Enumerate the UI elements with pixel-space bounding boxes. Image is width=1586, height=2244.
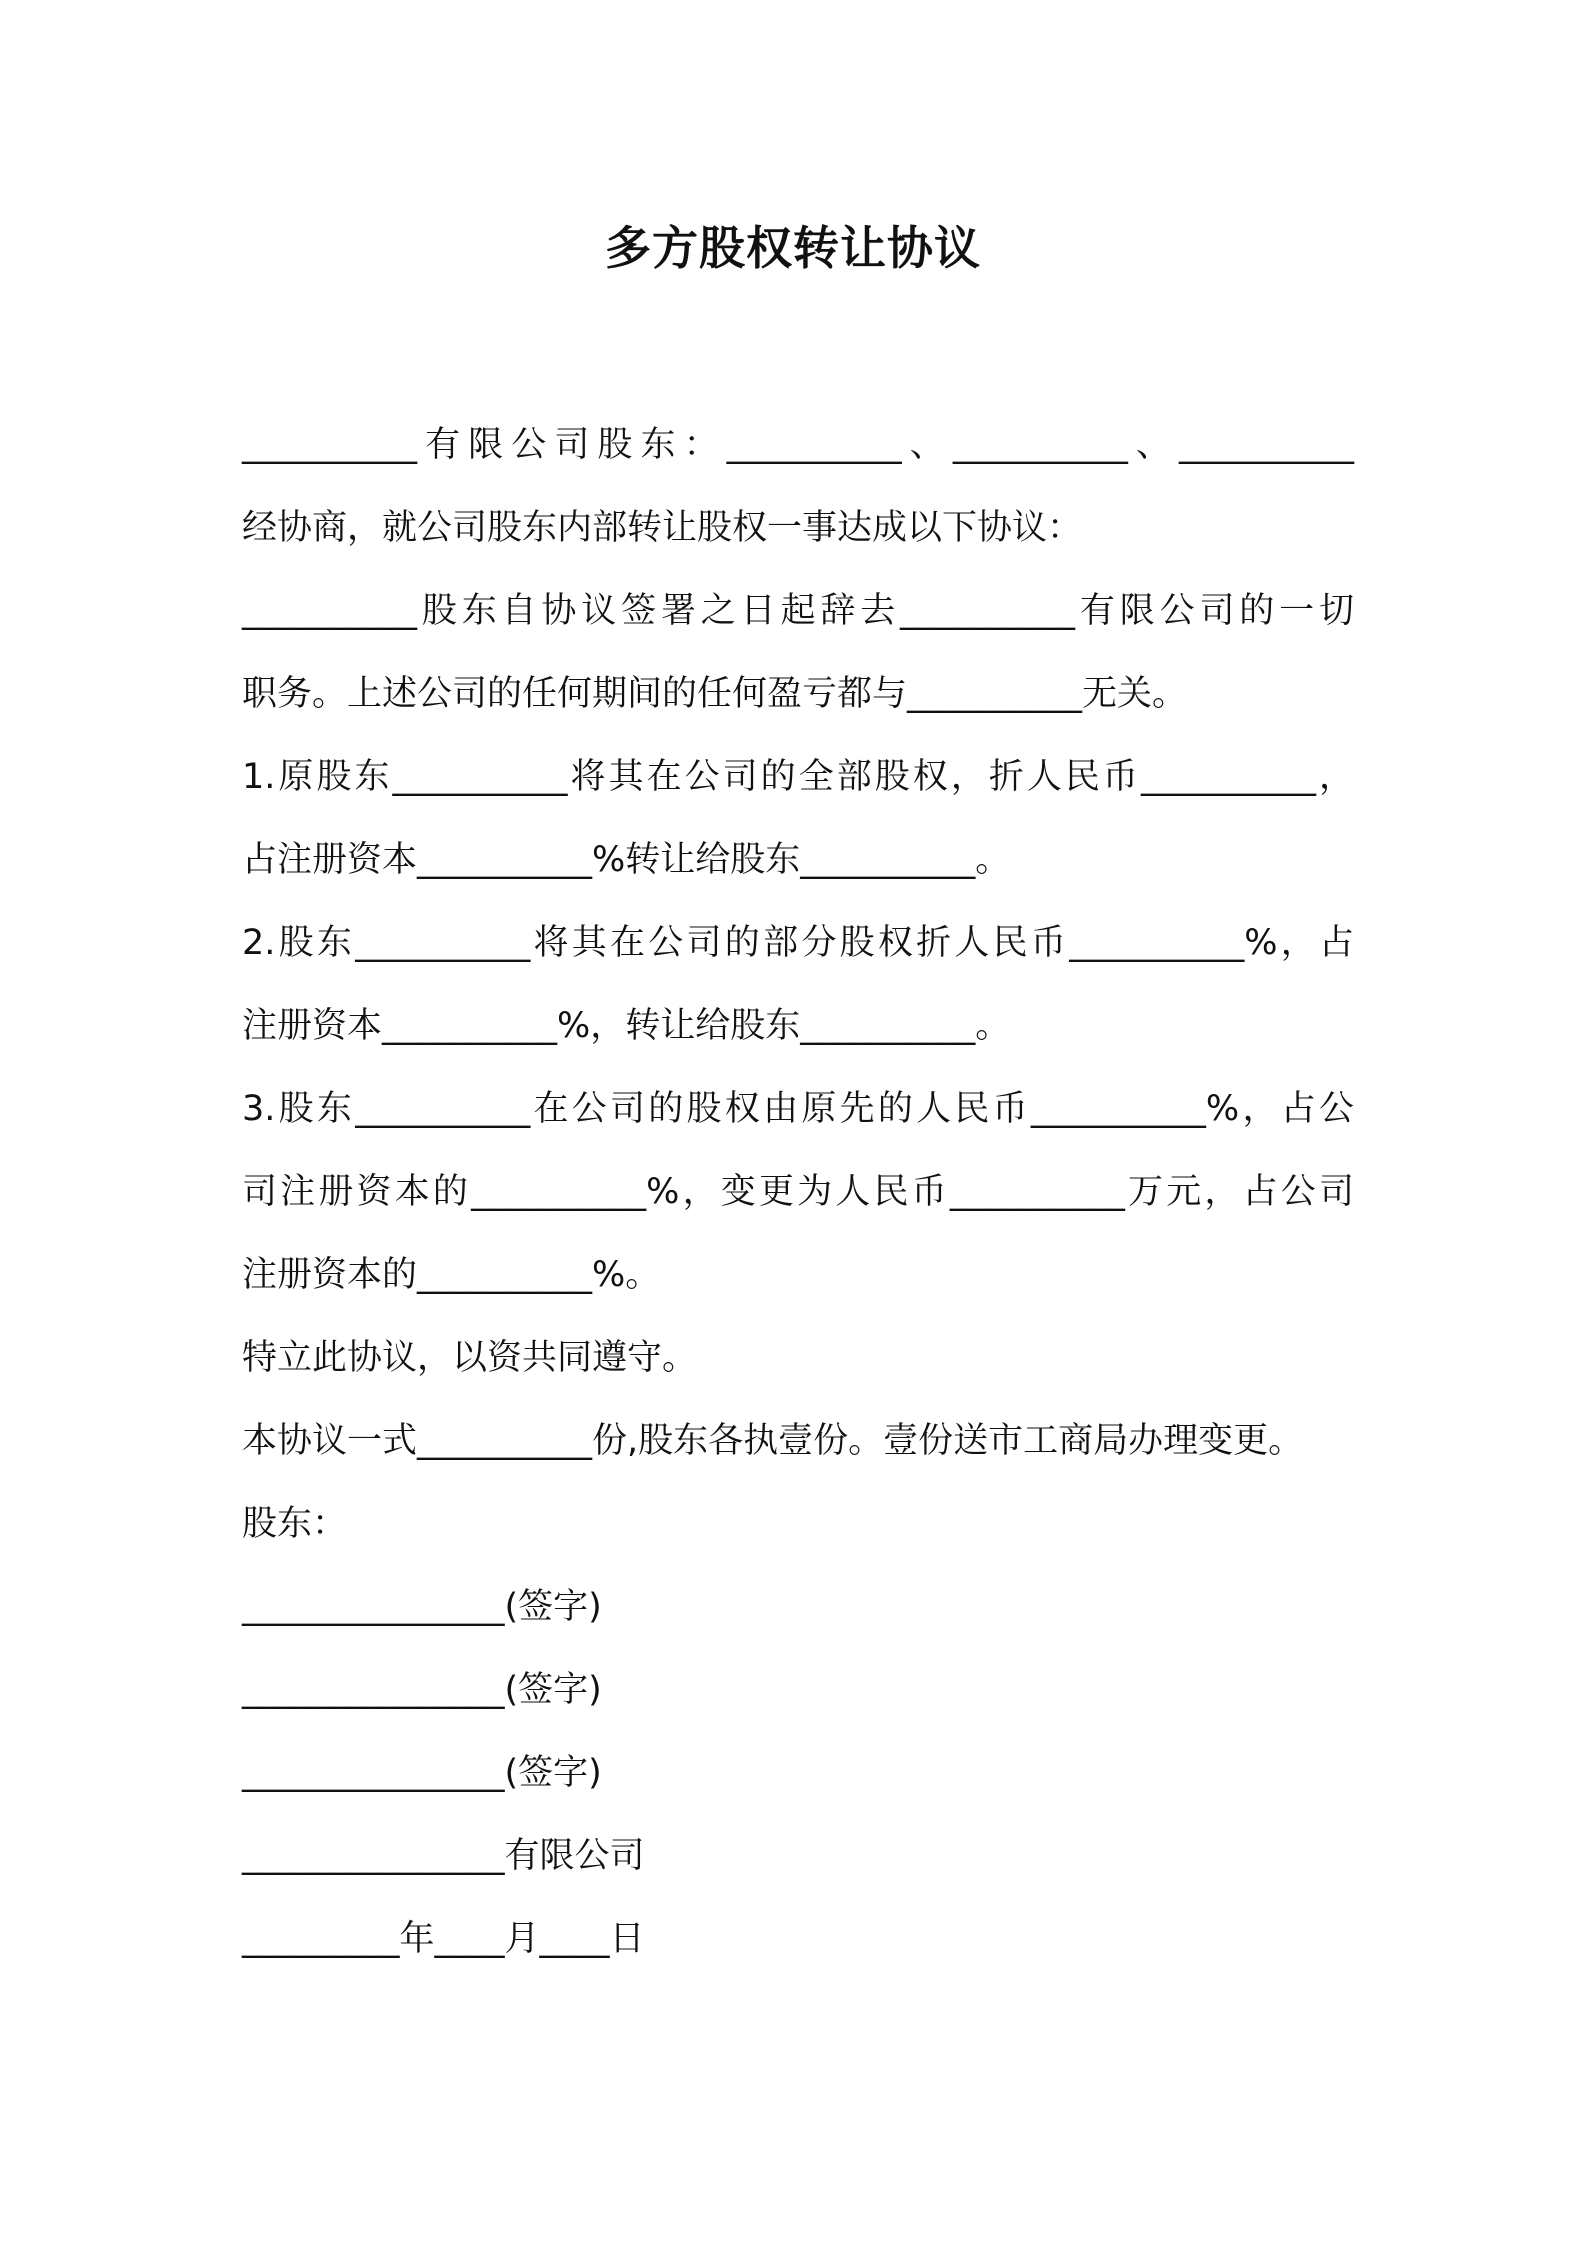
agreement-intro-line: 经协商，就公司股东内部转让股权一事达成以下协议： bbox=[242, 508, 1083, 548]
copies-line: 本协议一式__________份,股东各执壹份。壹份送市工商局办理变更。 bbox=[242, 1421, 1304, 1461]
clause-1-line-cont: 占注册资本__________%转让给股东__________。 bbox=[242, 840, 1011, 880]
clause-2-line-cont: 注册资本__________%，转让给股东__________。 bbox=[242, 1006, 1011, 1046]
company-line: _______________有限公司 bbox=[242, 1836, 645, 1876]
clause-2-line: 2.股东__________将其在公司的部分股权折人民币__________%，占 bbox=[242, 923, 1354, 963]
compliance-line: 特立此协议，以资共同遵守。 bbox=[242, 1338, 698, 1378]
shareholders-label: 股东： bbox=[242, 1504, 348, 1544]
date-line: _________年____月____日 bbox=[242, 1919, 645, 1959]
clause-1-line: 1.原股东__________将其在公司的全部股权，折人民币__________， bbox=[242, 757, 1354, 797]
parties-line: __________有限公司股东：__________、__________、__________ bbox=[242, 425, 1354, 465]
resignation-line: __________股东自协议签署之日起辞去__________有限公司的一切 bbox=[242, 591, 1354, 631]
clause-3-line-end: 注册资本的__________%。 bbox=[242, 1255, 661, 1295]
signature-line: _______________(签字) bbox=[242, 1587, 602, 1627]
signature-line: _______________(签字) bbox=[242, 1670, 602, 1710]
clause-3-line-cont: 司注册资本的__________%，变更为人民币__________万元，占公司 bbox=[242, 1172, 1354, 1212]
document-title: 多方股权转让协议 bbox=[605, 221, 981, 275]
resignation-line-cont: 职务。上述公司的任何期间的任何盈亏都与__________无关。 bbox=[242, 674, 1188, 714]
clause-3-line: 3.股东__________在公司的股权由原先的人民币__________%，占公 bbox=[242, 1089, 1354, 1129]
document-body bbox=[242, 404, 1354, 1981]
signature-line: _______________(签字) bbox=[242, 1753, 602, 1793]
